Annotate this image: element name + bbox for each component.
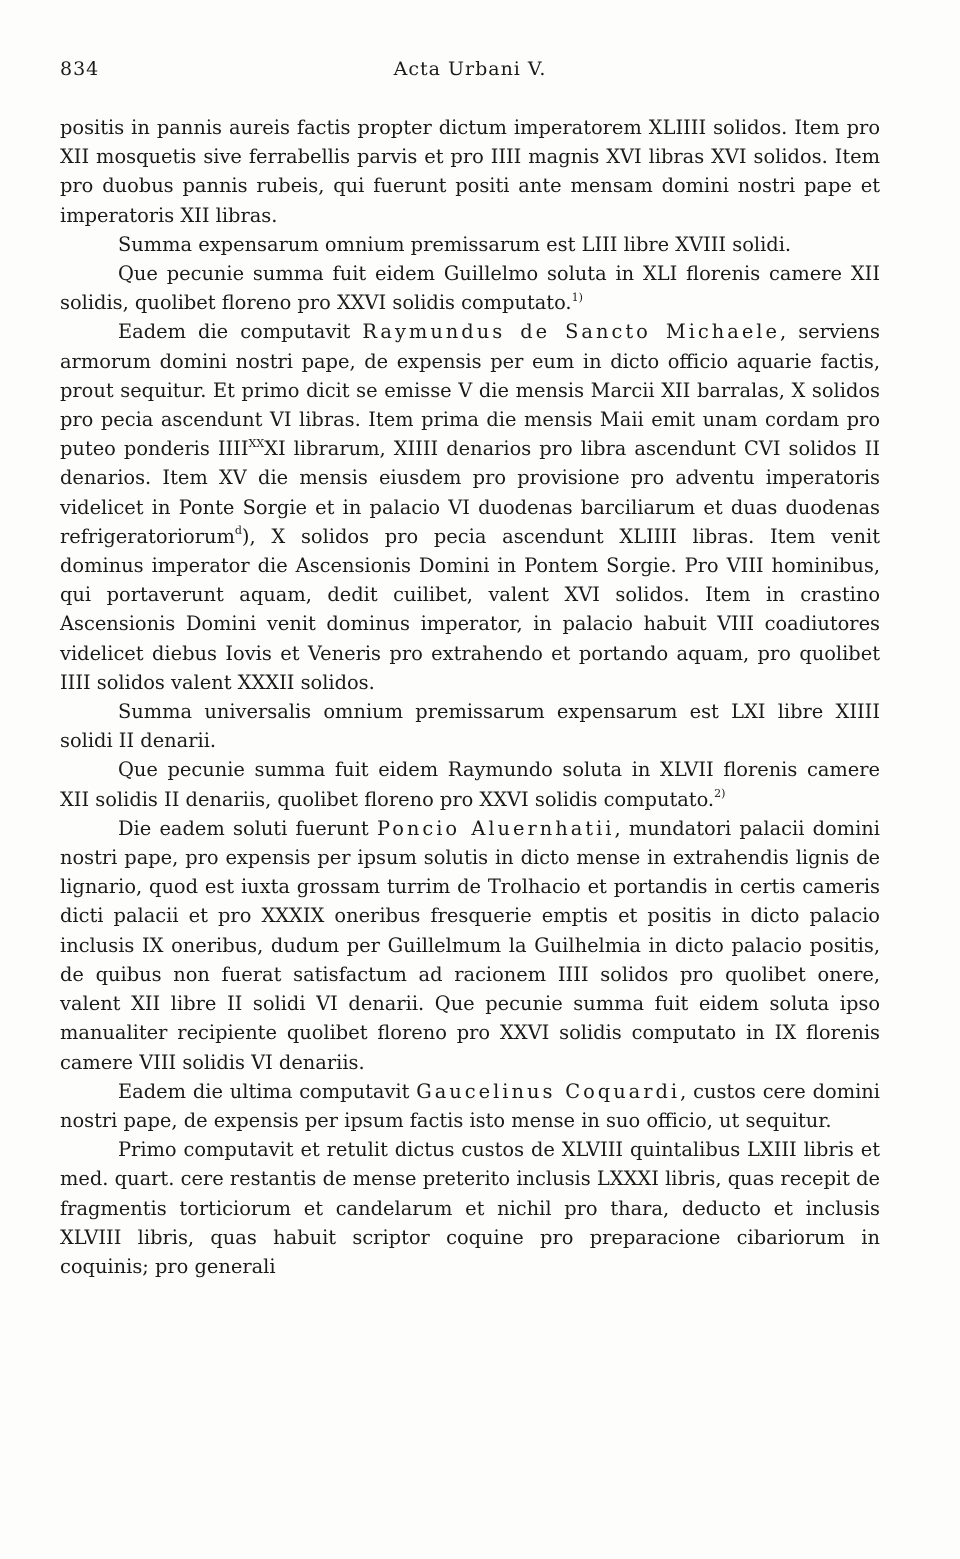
spaced-name: Raymundus de Sancto Michaele: [362, 320, 780, 344]
paragraph: [60, 113, 880, 230]
body-text: [60, 113, 880, 1281]
spaced-name: Gaucelinus Coquardi: [416, 1079, 681, 1103]
text-run: Eadem die ultima computavit: [118, 1079, 417, 1103]
paragraph: [60, 1077, 880, 1135]
running-head: Acta Urbani V.: [393, 58, 547, 80]
text-run: Que pecunie summa fuit eidem Raymundo soluta in XLVII florenis camere XII solidis II denariis, quolibet floreno pro XXVI solidis computato.: [60, 758, 880, 811]
spaced-name: Poncio Aluernhatii: [376, 816, 615, 840]
paragraph: [60, 259, 880, 317]
text-run: ), X solidos pro pecia ascendunt XLIIII libras. Item venit dominus imperator die Ascensionis Domini in Pontem Sorgie. Pro VIII hominibus, qui portaverunt aquam, dedit cuilibet, valent XVI solidos. Item in crastino Ascensionis Domini venit dominus imperator, in palacio habuit VIII coadiutores videlicet diebus Iovis et Veneris pro extrahendo et portando aquam, pro quolibet IIII solidos valent XXXII solidos.: [60, 524, 880, 694]
paragraph: [60, 697, 880, 755]
text-run: Eadem die computavit: [118, 320, 363, 344]
text-run: Que pecunie summa fuit eidem Guillelmo soluta in XLI florenis camere XII solidis, quolibet floreno pro XXVI solidis computato.: [60, 262, 880, 315]
text-run: , mundatori palacii domini nostri pape, pro expensis per ipsum solutis in dicto mense in extrahendis lignis de lignario, quod est iuxta grossam turrim de Trolhacio et portandis in certis cameris dicti palacii et pro XXXIX oneribus fresquerie emptis et positis in dicto palacio inclusis IX oneribus, dudum per Guillelmum la Guilhelmia in dicto palacio positis, de quibus non fuerat satisfactum ad racionem IIII solidos pro quolibet onere, valent XII libre II solidi VI denarii. Que pecunie summa fuit eidem soluta ipso manualiter recipiente quolibet floreno pro XXVI solidis computato in IX florenis camere VIII solidis VI denariis.: [60, 816, 880, 1074]
paragraph: [60, 230, 880, 259]
page-number: 834: [60, 58, 100, 80]
text-run: XI librarum, XIIII denarios pro libra ascendunt CVI solidos II denarios. Item XV die mensis eiusdem pro provisione pro adventu imperatoris videlicet in Ponte Sorgie et in palacio VI duodenas barciliarum et duas duodenas refrigeratoriorum: [60, 437, 880, 548]
footnote-marker: 2): [714, 787, 726, 801]
footnote-marker: d: [234, 524, 242, 538]
text-run: positis in pannis aureis factis propter dictum imperatorem XLIIII solidos. Item pro XII mosquetis sive ferrabellis parvis et pro IIII magnis XVI libras XVI solidos. Item pro duobus pannis rubeis, qui fuerunt positi ante mensam domini nostri pape et imperatoris XII libras.: [60, 116, 880, 227]
text-run: Primo computavit et retulit dictus custos de XLVIII quintalibus LXIII libris et med. quart. cere restantis de mense preterito inclusis LXXXI libris, quas recepit de fragmentis torticiorum et candelarum et nichil pro thara, deducto et inclusis XLVIII libris, quas habuit scriptor coquine pro preparacione cibariorum in coquinis; pro generali: [60, 1138, 880, 1278]
text-run: Summa expensarum omnium premissarum est LIII libre XVIII solidi.: [118, 232, 792, 256]
footnote-marker: 1): [571, 290, 583, 304]
paragraph: [60, 1135, 880, 1281]
paragraph: [60, 814, 880, 1077]
paragraph: [60, 317, 880, 697]
page-header: [60, 58, 880, 88]
paragraph: [60, 755, 880, 813]
text-run: Summa universalis omnium premissarum expensarum est LXI libre XIIII solidi II denarii.: [60, 700, 880, 753]
text-run: Die eadem soluti fuerunt: [118, 816, 377, 840]
text-run: , custos cere domini nostri pape, de expensis per ipsum factis isto mense in suo officio, ut sequitur.: [60, 1079, 880, 1132]
text-run: , serviens armorum domini nostri pape, de expensis per eum in dicto officio aquarie factis, prout sequitur. Et primo dicit se emisse V die mensis Marcii XII barralas, X solidos pro pecia ascendunt VI libras. Item prima die mensis Maii emit unam cordam pro puteo ponderis IIII: [60, 320, 880, 461]
footnote-marker: XX: [248, 436, 265, 450]
